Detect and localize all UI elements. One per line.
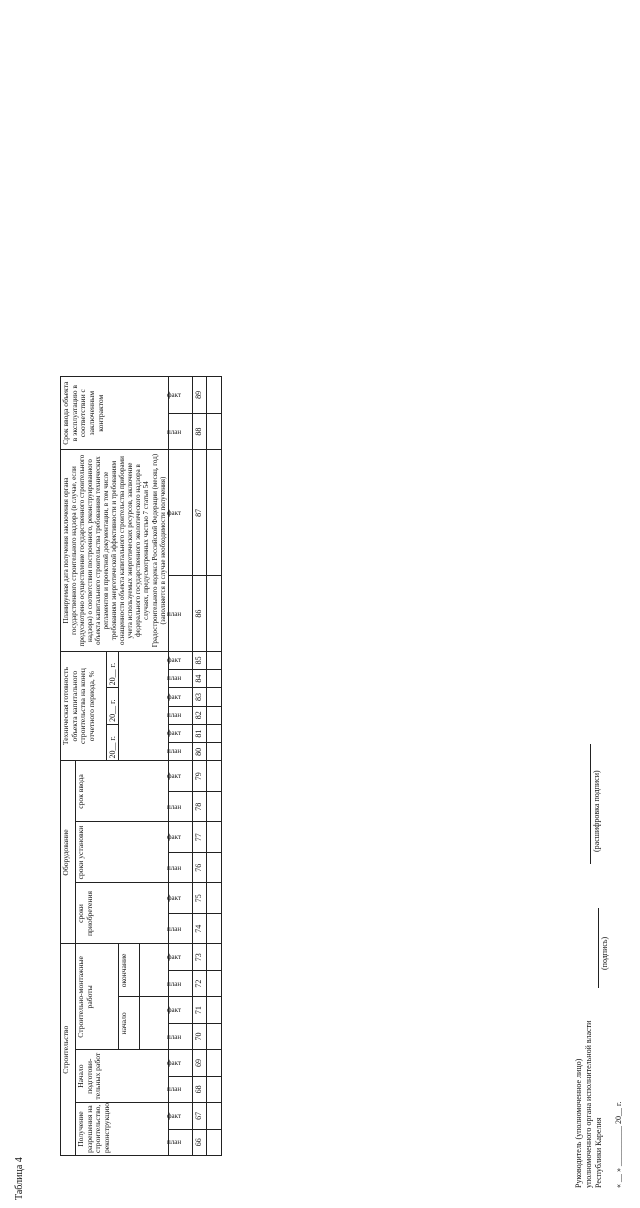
report-table bbox=[60, 376, 222, 1156]
column-number: 85 bbox=[192, 651, 206, 669]
plan-cell: план bbox=[168, 670, 192, 688]
fact-cell: факт bbox=[168, 688, 192, 706]
plan-cell: план bbox=[168, 914, 192, 945]
header-acquisition: сроки приобретения bbox=[76, 883, 169, 944]
column-number: 78 bbox=[192, 792, 206, 823]
decoding-line bbox=[590, 744, 591, 864]
column-number: 82 bbox=[192, 706, 206, 724]
column-number: 81 bbox=[192, 724, 206, 742]
column-number: 83 bbox=[192, 688, 206, 706]
header-planned-date: Планируемая дата получения заключения органа государственного строительного надзора (в случае, если предусмотрено осуществление государственного строительного надзора) о соответствии построенного, реконструированного объекта капитального строительства требованиям технических регламентов и проектной документации, в том числе требованиям энергетической эффективности и требованиям оснащенности объекта капитального строительства приборами учета используемых энергетических ресурсов, заключение федерального государственного экологического надзора в случаях, предусмотренных частью 7 статьи 54 Градостроительного кодекса Российской Федерации (месяц, год) (заполняется в случае необходимости получения) bbox=[61, 450, 169, 651]
column-number: 66 bbox=[192, 1129, 206, 1155]
fact-cell: факт bbox=[168, 1050, 192, 1076]
plan-cell: план bbox=[168, 1023, 192, 1049]
column-number: 80 bbox=[192, 743, 206, 761]
signature-caption: (подпись) bbox=[600, 936, 609, 970]
column-number: 88 bbox=[192, 413, 206, 450]
signatory-title-line-3: Республики Карелия bbox=[594, 1117, 603, 1188]
header-construction: Строительство bbox=[61, 944, 76, 1156]
column-number: 87 bbox=[192, 450, 206, 576]
column-number: 77 bbox=[192, 822, 206, 853]
header-year-3: 20__ г. bbox=[107, 651, 119, 688]
header-year-2: 20__ г. bbox=[107, 688, 119, 725]
column-number: 68 bbox=[192, 1076, 206, 1102]
decoding-caption: (расшифровка подписи) bbox=[592, 770, 601, 852]
signature-line bbox=[598, 908, 599, 988]
rotated-page bbox=[8, 312, 632, 1208]
column-number: 89 bbox=[192, 377, 206, 414]
fact-cell: факт bbox=[168, 822, 192, 853]
header-install-works: Строительно-монтажные работы bbox=[76, 944, 119, 1050]
fact-cell: факт bbox=[168, 997, 192, 1023]
column-number: 84 bbox=[192, 670, 206, 688]
plan-cell: план bbox=[168, 706, 192, 724]
column-number: 69 bbox=[192, 1050, 206, 1076]
fact-cell: факт bbox=[168, 724, 192, 742]
plan-cell: план bbox=[168, 743, 192, 761]
header-commissioning: срок ввода bbox=[76, 761, 169, 822]
begin-blank-area bbox=[139, 997, 168, 1050]
plan-cell: план bbox=[168, 853, 192, 884]
date-line: « __ » __________ 20__ г. bbox=[614, 1101, 623, 1188]
header-contract-deadline: Срок ввода объекта в эксплуатацию в соответствии с заключенным контрактом bbox=[61, 377, 169, 450]
column-number: 75 bbox=[192, 883, 206, 914]
plan-cell: план bbox=[168, 970, 192, 996]
header-permit: Получение разрешения на строительство, реконструкцию bbox=[76, 1103, 169, 1156]
column-number: 72 bbox=[192, 970, 206, 996]
readiness-blank-area bbox=[119, 651, 168, 761]
column-number: 70 bbox=[192, 1023, 206, 1049]
column-number: 76 bbox=[192, 853, 206, 884]
signatory-title-line-1: Руководитель (уполномоченное лицо) bbox=[574, 1058, 583, 1188]
column-number: 74 bbox=[192, 914, 206, 945]
header-end: окончание bbox=[119, 944, 139, 997]
column-number: 86 bbox=[192, 576, 206, 651]
header-installation: сроки установки bbox=[76, 822, 169, 883]
signatory-title-line-2: уполномоченного органа исполнительной власти bbox=[584, 1020, 593, 1188]
table-label: Таблица 4 bbox=[14, 1157, 25, 1200]
fact-cell: факт bbox=[168, 761, 192, 792]
column-number: 67 bbox=[192, 1103, 206, 1129]
column-number: 73 bbox=[192, 944, 206, 970]
plan-cell: план bbox=[168, 1129, 192, 1155]
fact-cell: факт bbox=[168, 944, 192, 970]
empty-data-row bbox=[206, 377, 221, 1156]
fact-cell: факт bbox=[168, 450, 192, 576]
plan-cell: план bbox=[168, 413, 192, 450]
header-equipment: Оборудование bbox=[61, 761, 76, 944]
fact-cell: факт bbox=[168, 1103, 192, 1129]
plan-cell: план bbox=[168, 792, 192, 823]
plan-cell: план bbox=[168, 576, 192, 651]
fact-cell: факт bbox=[168, 651, 192, 669]
header-year-1: 20__ г. bbox=[107, 724, 119, 761]
header-readiness: Техническая готовность объекта капитального строительства на конец отчетного периода, % bbox=[61, 651, 107, 761]
fact-cell: факт bbox=[168, 883, 192, 914]
signature-block bbox=[574, 1021, 604, 1188]
header-prep-start: Начало подготови-тельных работ bbox=[76, 1050, 169, 1103]
plan-cell: план bbox=[168, 1076, 192, 1102]
column-number: 71 bbox=[192, 997, 206, 1023]
header-begin: начало bbox=[119, 997, 139, 1050]
fact-cell: факт bbox=[168, 377, 192, 414]
column-number: 79 bbox=[192, 761, 206, 792]
end-blank-area bbox=[139, 944, 168, 997]
